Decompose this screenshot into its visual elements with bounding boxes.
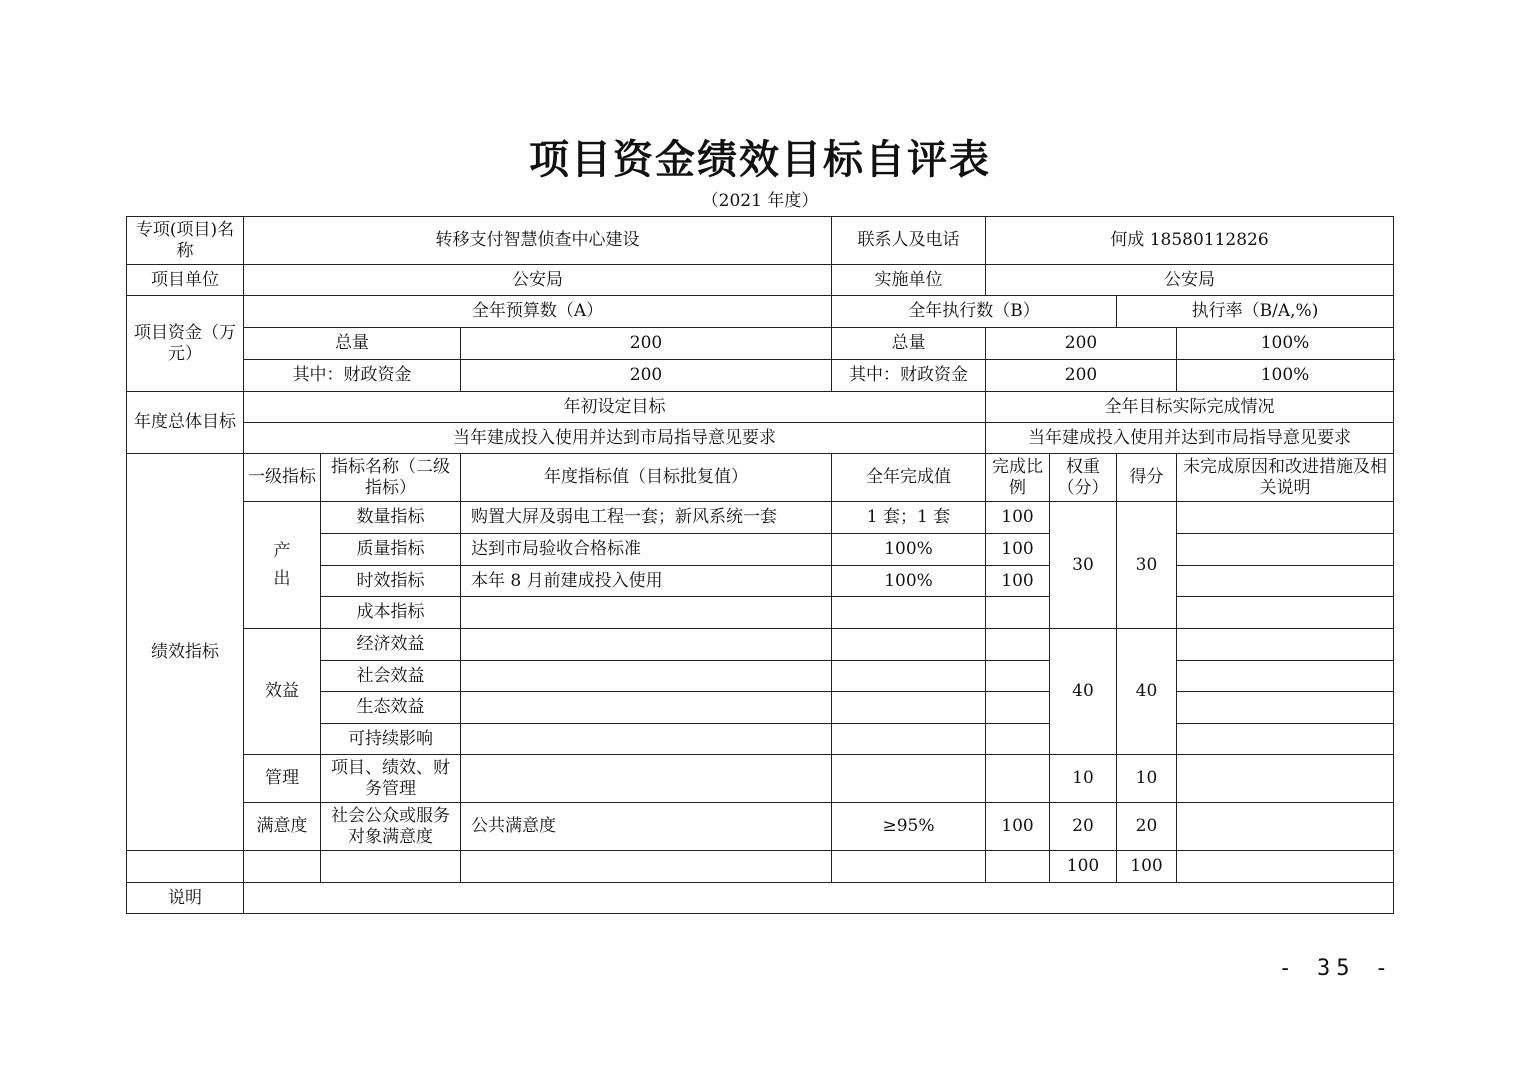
indicator-ratio: 100 [986, 566, 1050, 597]
total-blank [461, 851, 832, 883]
satisfaction-weight: 20 [1050, 803, 1117, 851]
total-blank [244, 851, 321, 883]
indicator-reason [1177, 724, 1394, 755]
funds-label: 项目资金（万元） [127, 296, 244, 392]
satisfaction-category: 满意度 [244, 803, 321, 851]
table-row [127, 502, 1394, 534]
indicator-target: 本年 8 月前建成投入使用 [461, 566, 832, 597]
indicator-completed [832, 629, 986, 661]
annual-goal-header-row [127, 392, 1394, 423]
indicator-target [461, 629, 832, 661]
indicator-ratio: 100 [986, 534, 1050, 566]
total-budget: 200 [461, 328, 832, 360]
indicator-name: 经济效益 [321, 629, 461, 661]
indicator-reason [1177, 502, 1394, 534]
annual-goal-label: 年度总体目标 [127, 392, 244, 454]
indicator-completed [832, 755, 986, 803]
header-name: 指标名称（二级指标） [321, 454, 461, 502]
total-blank [1177, 851, 1394, 883]
indicator-name: 质量指标 [321, 534, 461, 566]
indicator-target [461, 661, 832, 692]
management-score: 10 [1117, 755, 1177, 803]
fiscal-label: 其中：财政资金 [244, 360, 461, 392]
total-exec-label: 总量 [832, 328, 986, 360]
benefit-weight: 40 [1050, 629, 1117, 755]
indicator-ratio [986, 692, 1050, 724]
header-ratio: 完成比例 [986, 454, 1050, 502]
indicator-ratio [986, 755, 1050, 803]
indicator-ratio [986, 597, 1050, 629]
indicator-name: 社会公众或服务对象满意度 [321, 803, 461, 851]
indicator-name: 生态效益 [321, 692, 461, 724]
indicator-completed: 100% [832, 534, 986, 566]
total-exec: 200 [986, 328, 1177, 360]
indicator-ratio: 100 [986, 803, 1050, 851]
budget-header: 全年预算数（A） [244, 296, 832, 328]
contact-value: 何成 18580112826 [986, 217, 1394, 265]
contact-label: 联系人及电话 [832, 217, 986, 265]
project-name-row [127, 217, 1394, 265]
total-blank [832, 851, 986, 883]
indicator-reason [1177, 629, 1394, 661]
indicators-label: 绩效指标 [127, 454, 244, 851]
fiscal-budget: 200 [461, 360, 832, 392]
funds-total-row [127, 328, 1394, 360]
management-row [127, 755, 1394, 803]
benefit-score: 40 [1117, 629, 1177, 755]
satisfaction-score: 20 [1117, 803, 1177, 851]
fiscal-exec-label: 其中：财政资金 [832, 360, 986, 392]
indicator-completed [832, 692, 986, 724]
rate-header: 执行率（B/A,%) [1117, 296, 1394, 328]
impl-unit-label: 实施单位 [832, 265, 986, 296]
indicator-target [461, 755, 832, 803]
indicator-name: 数量指标 [321, 502, 461, 534]
fiscal-rate: 100% [1177, 360, 1394, 392]
indicator-name: 项目、绩效、财务管理 [321, 755, 461, 803]
indicator-ratio [986, 724, 1050, 755]
project-name-label: 专项(项目)名称 [127, 217, 244, 265]
self-evaluation-table [126, 216, 1394, 914]
management-category: 管理 [244, 755, 321, 803]
indicator-target: 公共满意度 [461, 803, 832, 851]
indicator-name: 成本指标 [321, 597, 461, 629]
indicator-target [461, 724, 832, 755]
funds-fiscal-row [127, 360, 1394, 392]
header-level1: 一级指标 [244, 454, 321, 502]
indicator-reason [1177, 566, 1394, 597]
indicator-target: 达到市局验收合格标准 [461, 534, 832, 566]
indicator-ratio: 100 [986, 502, 1050, 534]
header-score: 得分 [1117, 454, 1177, 502]
indicator-target: 购置大屏及弱电工程一套；新风系统一套 [461, 502, 832, 534]
indicator-completed [832, 597, 986, 629]
output-label-bottom: 出 [273, 569, 291, 589]
output-score: 30 [1117, 502, 1177, 629]
indicator-name: 社会效益 [321, 661, 461, 692]
header-completed: 全年完成值 [832, 454, 986, 502]
indicator-reason [1177, 692, 1394, 724]
indicator-name: 时效指标 [321, 566, 461, 597]
management-weight: 10 [1050, 755, 1117, 803]
indicator-header-row [127, 454, 1394, 502]
page-number: - 35 - [1278, 956, 1394, 981]
indicator-completed: 100% [832, 566, 986, 597]
unit-label: 项目单位 [127, 265, 244, 296]
exec-header: 全年执行数（B） [832, 296, 1117, 328]
indicator-reason [1177, 534, 1394, 566]
indicator-completed [832, 724, 986, 755]
indicator-reason [1177, 803, 1394, 851]
remark-value [244, 883, 1394, 914]
total-blank [986, 851, 1050, 883]
total-score: 100 [1117, 851, 1177, 883]
indicator-completed: ≥95% [832, 803, 986, 851]
indicator-completed: 1 套；1 套 [832, 502, 986, 534]
total-row [127, 851, 1394, 883]
total-blank [127, 851, 244, 883]
indicator-reason [1177, 661, 1394, 692]
benefit-category: 效益 [244, 629, 321, 755]
output-label-top: 产 [273, 541, 291, 561]
unit-value: 公安局 [244, 265, 832, 296]
annual-goal-value-row [127, 423, 1394, 454]
total-weight: 100 [1050, 851, 1117, 883]
impl-unit-value: 公安局 [986, 265, 1394, 296]
remark-label: 说明 [127, 883, 244, 914]
indicator-target [461, 597, 832, 629]
output-category [244, 502, 321, 629]
output-weight: 30 [1050, 502, 1117, 629]
indicator-name: 可持续影响 [321, 724, 461, 755]
total-label: 总量 [244, 328, 461, 360]
fiscal-exec: 200 [986, 360, 1177, 392]
indicator-ratio [986, 629, 1050, 661]
total-rate: 100% [1177, 328, 1394, 360]
goal-set-header: 年初设定目标 [244, 392, 986, 423]
table-row [127, 629, 1394, 661]
goal-set-value: 当年建成投入使用并达到市局指导意见要求 [244, 423, 986, 454]
satisfaction-row [127, 803, 1394, 851]
indicator-reason [1177, 597, 1394, 629]
project-name-value: 转移支付智慧侦查中心建设 [244, 217, 832, 265]
goal-actual-value: 当年建成投入使用并达到市局指导意见要求 [986, 423, 1394, 454]
header-reason: 未完成原因和改进措施及相关说明 [1177, 454, 1394, 502]
document-subtitle: （2021 年度） [701, 191, 819, 211]
goal-actual-header: 全年目标实际完成情况 [986, 392, 1394, 423]
indicator-target [461, 692, 832, 724]
header-weight: 权重（分） [1050, 454, 1117, 502]
remark-row [127, 883, 1394, 914]
indicator-ratio [986, 661, 1050, 692]
document-title: 项目资金绩效目标自评表 [529, 136, 991, 183]
indicator-reason [1177, 755, 1394, 803]
unit-row [127, 265, 1394, 296]
total-blank [321, 851, 461, 883]
funds-header-row [127, 296, 1394, 328]
indicator-completed [832, 661, 986, 692]
header-target: 年度指标值（目标批复值） [461, 454, 832, 502]
